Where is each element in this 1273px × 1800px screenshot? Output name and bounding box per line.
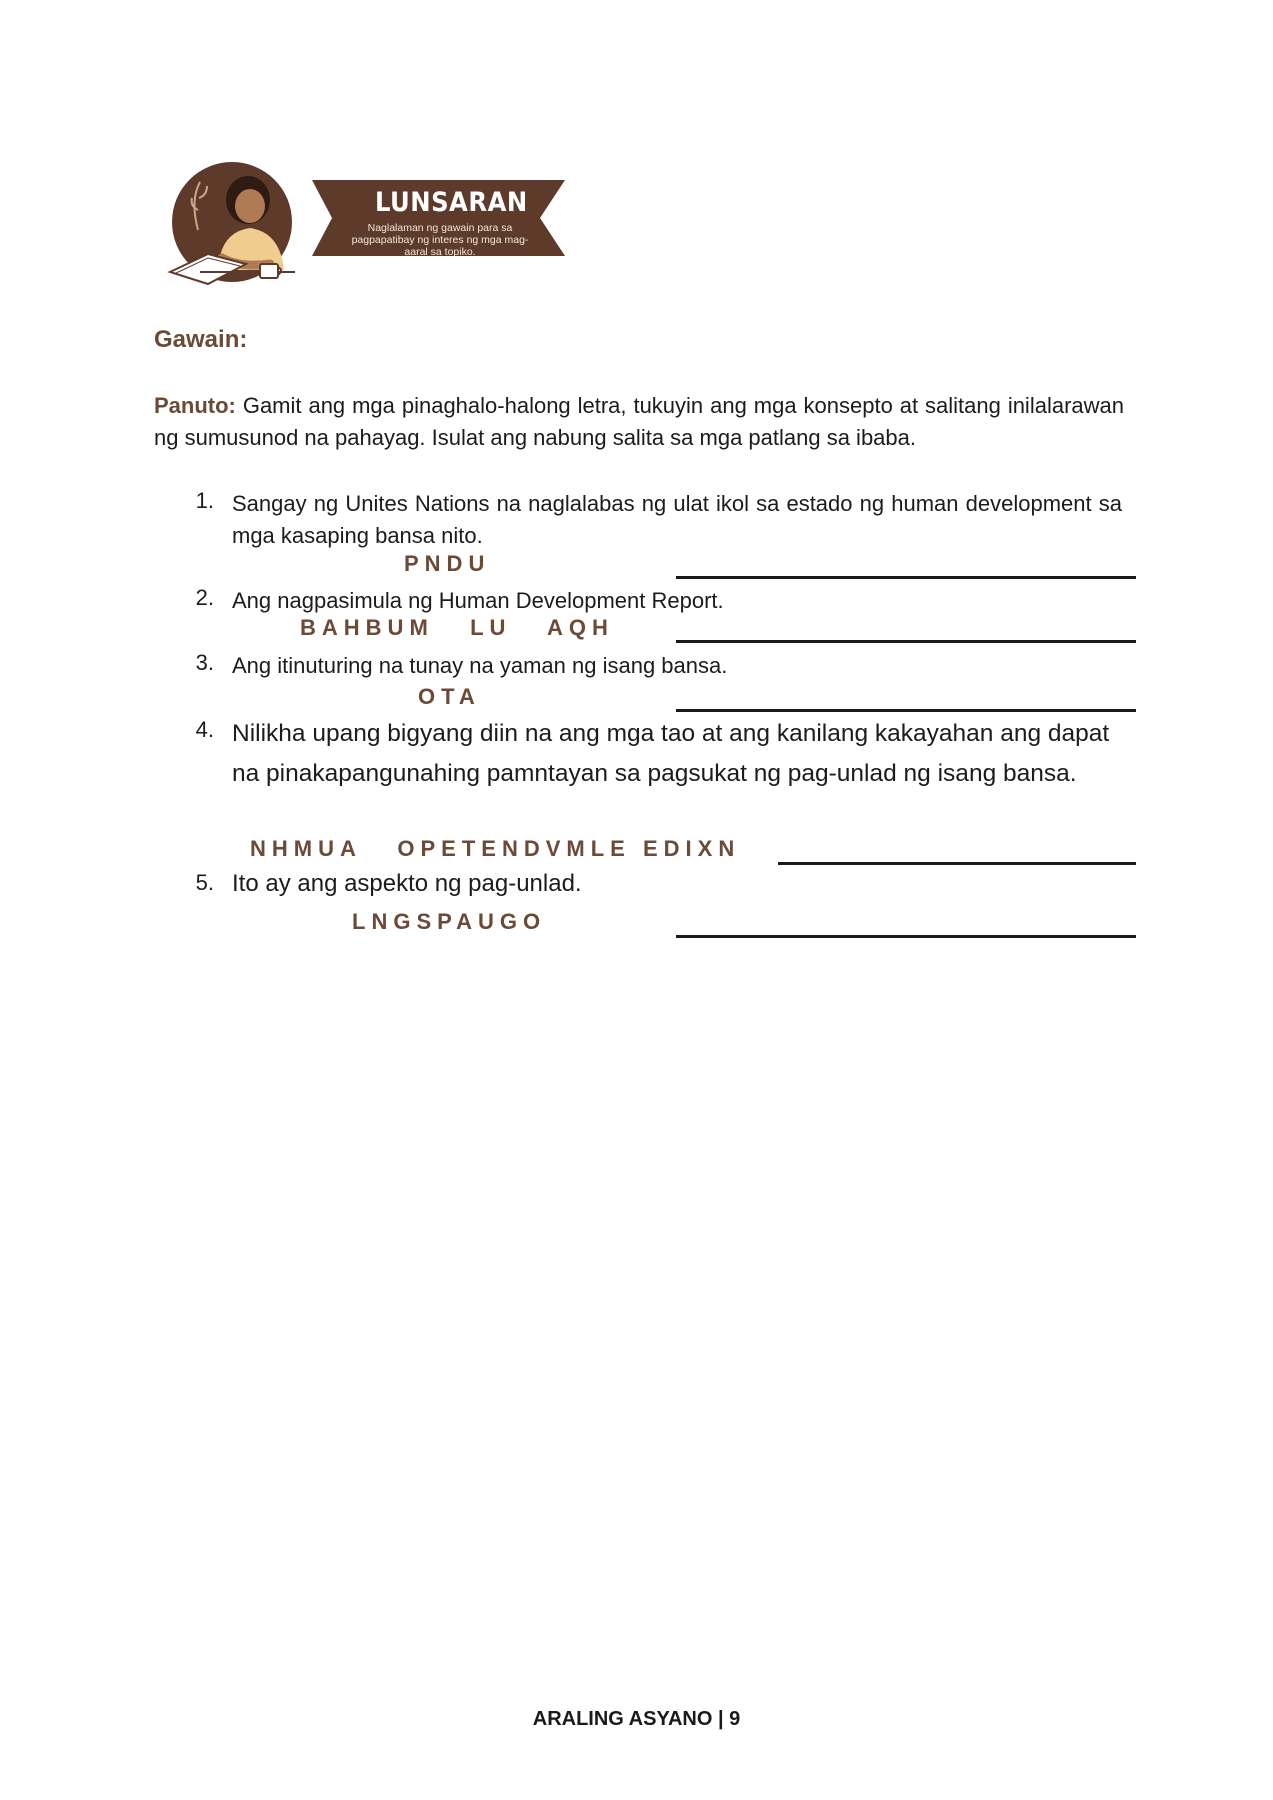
banner-title: LUNSARAN <box>375 187 528 218</box>
item-number: 4. <box>195 717 214 742</box>
answer-line[interactable] <box>778 862 1136 865</box>
answer-line[interactable] <box>676 935 1136 938</box>
page-footer: ARALING ASYANO | 9 <box>532 1708 741 1730</box>
instructions <box>154 390 1124 454</box>
instructions-label: Panuto: <box>154 393 236 418</box>
scrambled-letters: NHMUA OPETENDVMLE EDIXN <box>250 836 741 861</box>
item-number: 3. <box>195 650 214 675</box>
answer-line[interactable] <box>676 709 1136 712</box>
answer-line[interactable] <box>676 576 1136 579</box>
scrambled-letters: PNDU <box>404 551 491 576</box>
scrambled-letters: BAHBUM LU AQH <box>300 615 614 640</box>
instructions-text: Gamit ang mga pinaghalo-halong letra, tukuyin ang mga konsepto at salitang inilalarawan ng sumusunod na pahayag. Isulat ang nabung salita sa mga patlang sa ibaba. <box>154 393 1124 450</box>
item-text: Sangay ng Unites Nations na naglalabas ng ulat ikol sa estado ng human development sa mga kasaping bansa nito. <box>232 491 1122 548</box>
item-text: Ang nagpasimula ng Human Development Report. <box>232 588 724 613</box>
answer-line[interactable] <box>676 640 1136 643</box>
scrambled-letters: LNGSPAUGO <box>352 909 547 934</box>
item-text: Nilikha upang bigyang diin na ang mga tao at ang kanilang kakayahan ang dapat na pinakapangunahing pamntayan sa pagsukat ng pag-unlad ng isang bansa. <box>232 720 1110 787</box>
banner-subtitle: Naglalaman ng gawain para sa pagpapatibay ng interes ng mga mag-aaral sa topiko. <box>351 222 529 258</box>
item-text: Ang itinuturing na tunay na yaman ng isang bansa. <box>232 653 728 678</box>
item-number: 2. <box>195 585 214 610</box>
item-text: Ito ay ang aspekto ng pag-unlad. <box>232 870 582 897</box>
item-number: 1. <box>195 488 214 513</box>
section-heading: Gawain: <box>154 326 248 353</box>
item-number: 5. <box>195 870 214 895</box>
scrambled-letters: OTA <box>418 684 481 709</box>
